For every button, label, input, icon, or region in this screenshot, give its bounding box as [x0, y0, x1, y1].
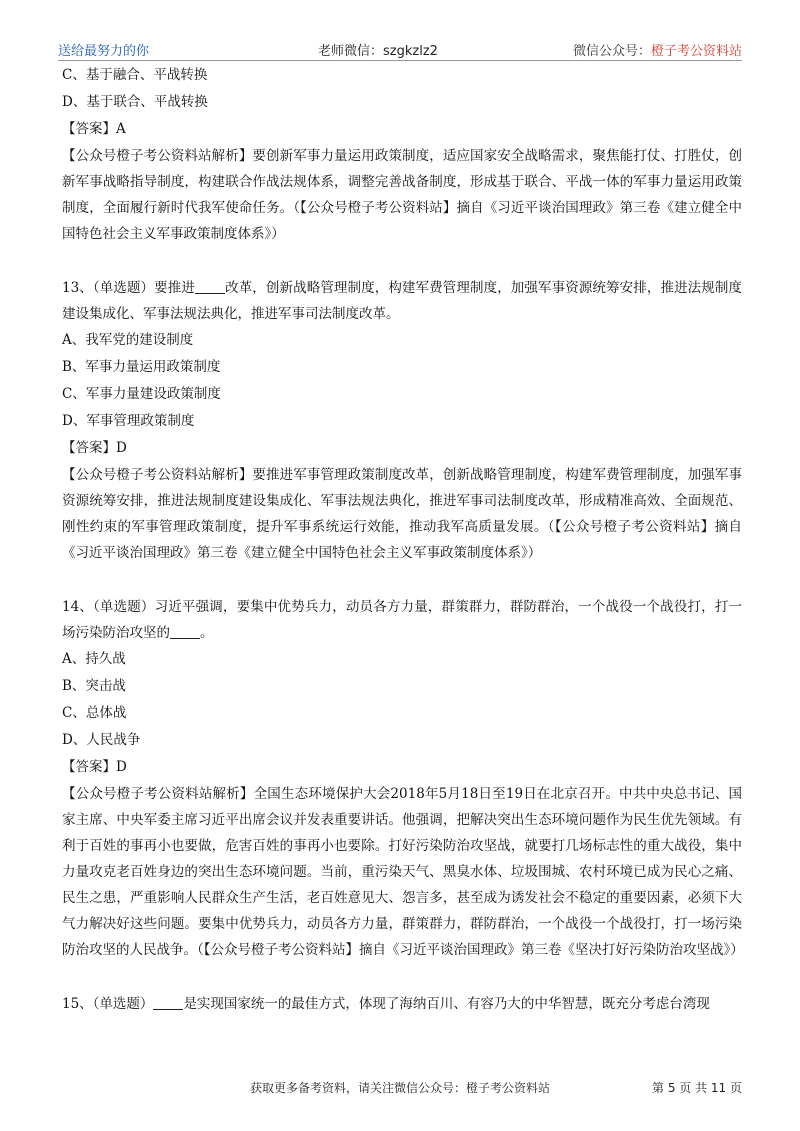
stem-part-1: 15、（单选题）: [62, 996, 154, 1012]
analysis: 【公众号橙子考公资料站解析】要推进军事管理政策制度改革，创新战略管理制度，构建军费管理制度，加强军事资源统筹安排，推进法规制度建设集成化、军事法规法典化，推进军事司法制度改革，形成精准高效、全面规范、刚性约束的军事管理政策制度，提升军事系统运行效能，推动我军高质量发展。（【公众号橙子考公资料站】摘自《习近平谈治国理政》第三卷《建立健全中国特色社会主义军事政策制度体系》）: [62, 467, 742, 561]
page-footer: [0, 1073, 800, 1103]
header-account-label: 微信公众号：: [572, 44, 651, 59]
fill-blank: [195, 279, 225, 294]
spacer: [62, 963, 742, 991]
option-d: D、基于联合、平战转换: [62, 94, 208, 110]
question-13: [62, 275, 742, 566]
header-teacher-wechat: 老师微信：szgkzlz2: [318, 44, 438, 59]
stem-part-2: 改革，创新战略管理制度，构建军费管理制度，加强军事资源统筹安排，推进法规制度建设集成化、军事法规法典化，推进军事司法制度改革。: [62, 280, 742, 322]
option-a: A、持久战: [62, 651, 126, 667]
header-account-name: 橙子考公资料站: [650, 44, 742, 59]
question-12-tail: [62, 62, 742, 247]
option-b: B、军事力量运用政策制度: [62, 359, 221, 375]
stem-part-1: 13、（单选题）要推进: [62, 280, 195, 296]
question-14: [62, 594, 742, 963]
answer: 【答案】A: [62, 121, 126, 137]
option-c: C、总体战: [62, 705, 127, 721]
answer: 【答案】D: [62, 759, 127, 775]
header-divider: [58, 60, 742, 61]
spacer: [62, 566, 742, 594]
option-d: D、军事管理政策制度: [62, 413, 195, 429]
option-c: C、基于融合、平战转换: [62, 67, 208, 83]
option-d: D、人民战争: [62, 732, 141, 748]
page-number: 第 5 页 共 11 页: [652, 1081, 742, 1095]
answer: 【答案】D: [62, 440, 127, 456]
stem-part-2: 。: [200, 625, 214, 641]
header-slogan: 送给最努力的你: [58, 44, 150, 59]
fill-blank: [153, 995, 183, 1010]
option-a: A、我军党的建设制度: [62, 332, 194, 348]
footer-notice: 获取更多备考资料，请关注微信公众号：橙子考公资料站: [249, 1081, 550, 1095]
stem-part-2: 是实现国家统一的最佳方式，体现了海纳百川、有容乃大的中华智慧，既充分考虑台湾现: [183, 996, 710, 1012]
question-stem: [62, 594, 742, 646]
spacer: [62, 247, 742, 275]
option-b: B、突击战: [62, 678, 126, 694]
option-c: C、军事力量建设政策制度: [62, 386, 221, 402]
document-body: [62, 62, 742, 1018]
question-stem: [62, 275, 742, 327]
fill-blank: [170, 624, 200, 639]
analysis: 【公众号橙子考公资料站解析】全国生态环境保护大会2018年5月18日至19日在北京召开。中共中央总书记、国家主席、中央军委主席习近平出席会议并发表重要讲话。他强调，把解决突出生态环境问题作为民生优先领域。有利于百姓的事再小也要做，危害百姓的事再小也要除。打好污染防治攻坚战，就要打几场标志性的重大战役，集中力量攻克老百姓身边的突出生态环境问题。当前，重污染天气、黑臭水体、垃圾围城、农村环境已成为民心之痛、民生之患，严重影响人民群众生产生活，老百姓意见大、怨言多，甚至成为诱发社会不稳定的重要因素，必须下大气力解决好这些问题。要集中优势兵力，动员各方力量，群策群力，群防群治，一个战役一个战役打，打一场污染防治攻坚的人民战争。（【公众号橙子考公资料站】摘自《习近平谈治国理政》第三卷《坚决打好污染防治攻坚战》）: [62, 786, 744, 958]
question-15: [62, 991, 742, 1018]
analysis: 【公众号橙子考公资料站解析】要创新军事力量运用政策制度，适应国家安全战略需求，聚焦能打仗、打胜仗，创新军事战略指导制度，构建联合作战法规体系，调整完善战备制度，形成基于联合、平战一体的军事力量运用政策制度，全面履行新时代我军使命任务。（【公众号橙子考公资料站】摘自《习近平谈治国理政》第三卷《建立健全中国特色社会主义军事政策制度体系》）: [62, 148, 742, 242]
stem-part-1: 14、（单选题）习近平强调，要集中优势兵力，动员各方力量，群策群力，群防群治，一个战役一个战役打，打一场污染防治攻坚的: [62, 599, 742, 641]
page-header: [0, 0, 800, 62]
header-official-account: [573, 40, 742, 59]
question-stem: [62, 991, 742, 1018]
